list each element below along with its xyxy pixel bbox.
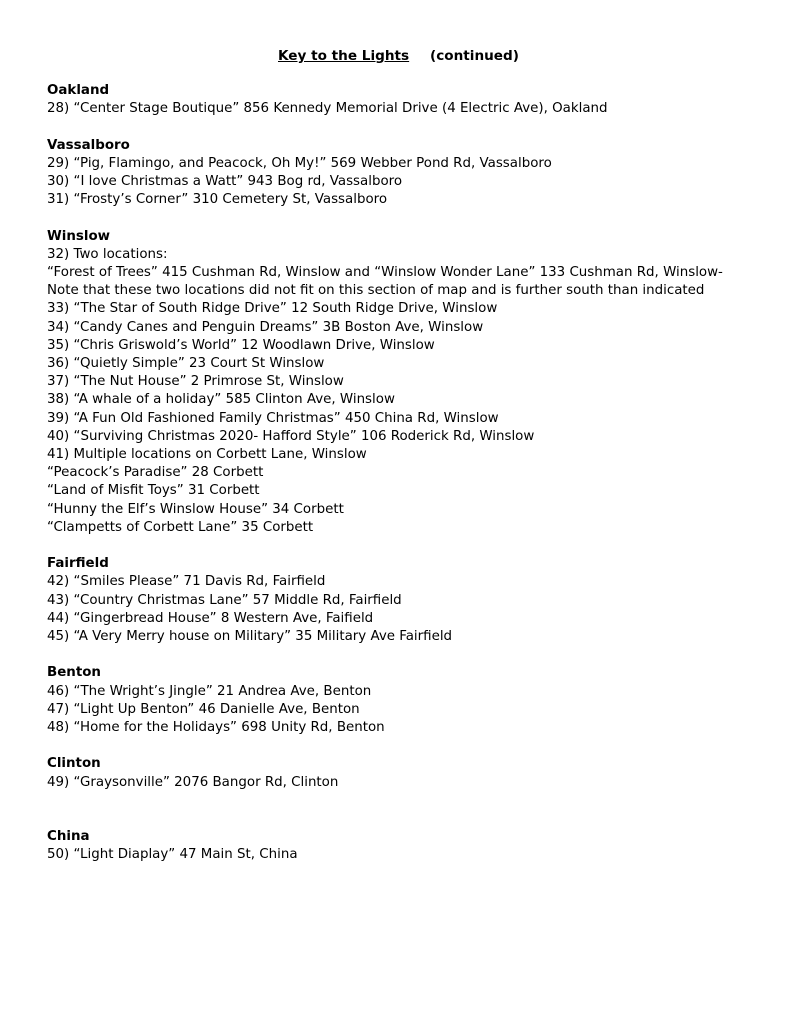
list-item: 46) “The Wright’s Jingle” 21 Andrea Ave, Benton <box>47 683 372 699</box>
list-item: 49) “Graysonville” 2076 Bangor Rd, Clinton <box>47 774 339 790</box>
section-vassalboro <box>47 137 757 210</box>
section-oakland <box>47 82 757 118</box>
section-heading: Winslow <box>47 228 111 244</box>
list-item: 28) “Center Stage Boutique” 856 Kennedy Memorial Drive (4 Electric Ave), Oakland <box>47 101 608 117</box>
list-item: “Land of Misfit Toys” 31 Corbett <box>47 483 260 499</box>
section-heading: Fairfield <box>47 556 109 572</box>
list-item: 48) “Home for the Holidays” 698 Unity Rd, Benton <box>47 719 385 735</box>
list-item: 29) “Pig, Flamingo, and Peacock, Oh My!” 569 Webber Pond Rd, Vassalboro <box>47 155 552 171</box>
list-item: 47) “Light Up Benton” 46 Danielle Ave, Benton <box>47 701 360 717</box>
list-item: 33) “The Star of South Ridge Drive” 12 South Ridge Drive, Winslow <box>47 301 498 317</box>
section-heading: Clinton <box>47 756 101 772</box>
list-item: 37) “The Nut House” 2 Primrose St, Winslow <box>47 374 344 390</box>
section-heading: China <box>47 829 90 845</box>
list-item: Note that these two locations did not fit on this section of map and is further south than indicated <box>47 283 705 299</box>
page-title: Key to the Lights <box>278 48 410 64</box>
section-fairfield <box>47 555 757 646</box>
list-item: “Peacock’s Paradise” 28 Corbett <box>47 465 264 481</box>
list-item: “Clampetts of Corbett Lane” 35 Corbett <box>47 519 314 535</box>
section-benton <box>47 664 757 737</box>
section-heading: Oakland <box>47 83 110 98</box>
section-heading: Vassalboro <box>47 137 130 153</box>
list-item: 44) “Gingerbread House” 8 Western Ave, Faifield <box>47 610 374 626</box>
list-item: 42) “Smiles Please” 71 Davis Rd, Fairfield <box>47 574 326 590</box>
section-clinton <box>47 755 757 791</box>
list-item: 38) “A whale of a holiday” 585 Clinton Ave, Winslow <box>47 392 395 408</box>
list-item: 39) “A Fun Old Fashioned Family Christmas” 450 China Rd, Winslow <box>47 410 499 426</box>
list-item: 50) “Light Diaplay” 47 Main St, China <box>47 847 298 863</box>
page-subtitle: (continued) <box>430 48 519 64</box>
list-item: 41) Multiple locations on Corbett Lane, Winslow <box>47 446 367 462</box>
list-item: 36) “Quietly Simple” 23 Court St Winslow <box>47 355 325 371</box>
list-item: “Hunny the Elf’s Winslow House” 34 Corbett <box>47 501 344 517</box>
list-item: 30) “I love Christmas a Watt” 943 Bog rd, Vassalboro <box>47 173 403 189</box>
list-item: 34) “Candy Canes and Penguin Dreams” 3B Boston Ave, Winslow <box>47 319 484 335</box>
list-item: 32) Two locations: <box>47 246 168 262</box>
list-item: 43) “Country Christmas Lane” 57 Middle Rd, Fairfield <box>47 592 402 608</box>
list-item: 40) “Surviving Christmas 2020- Hafford Style” 106 Roderick Rd, Winslow <box>47 428 535 444</box>
list-item: 35) “Chris Griswold’s World” 12 Woodlawn Drive, Winslow <box>47 337 435 353</box>
list-item: “Forest of Trees” 415 Cushman Rd, Winslow and “Winslow Wonder Lane” 133 Cushman Rd, Winslow- <box>47 264 723 280</box>
section-china <box>47 828 757 864</box>
list-item: 31) “Frosty’s Corner” 310 Cemetery St, Vassalboro <box>47 192 388 208</box>
section-heading: Benton <box>47 665 101 681</box>
lights-list <box>47 82 757 865</box>
list-item: 45) “A Very Merry house on Military” 35 Military Ave Fairfield <box>47 628 453 644</box>
section-winslow <box>47 228 757 537</box>
